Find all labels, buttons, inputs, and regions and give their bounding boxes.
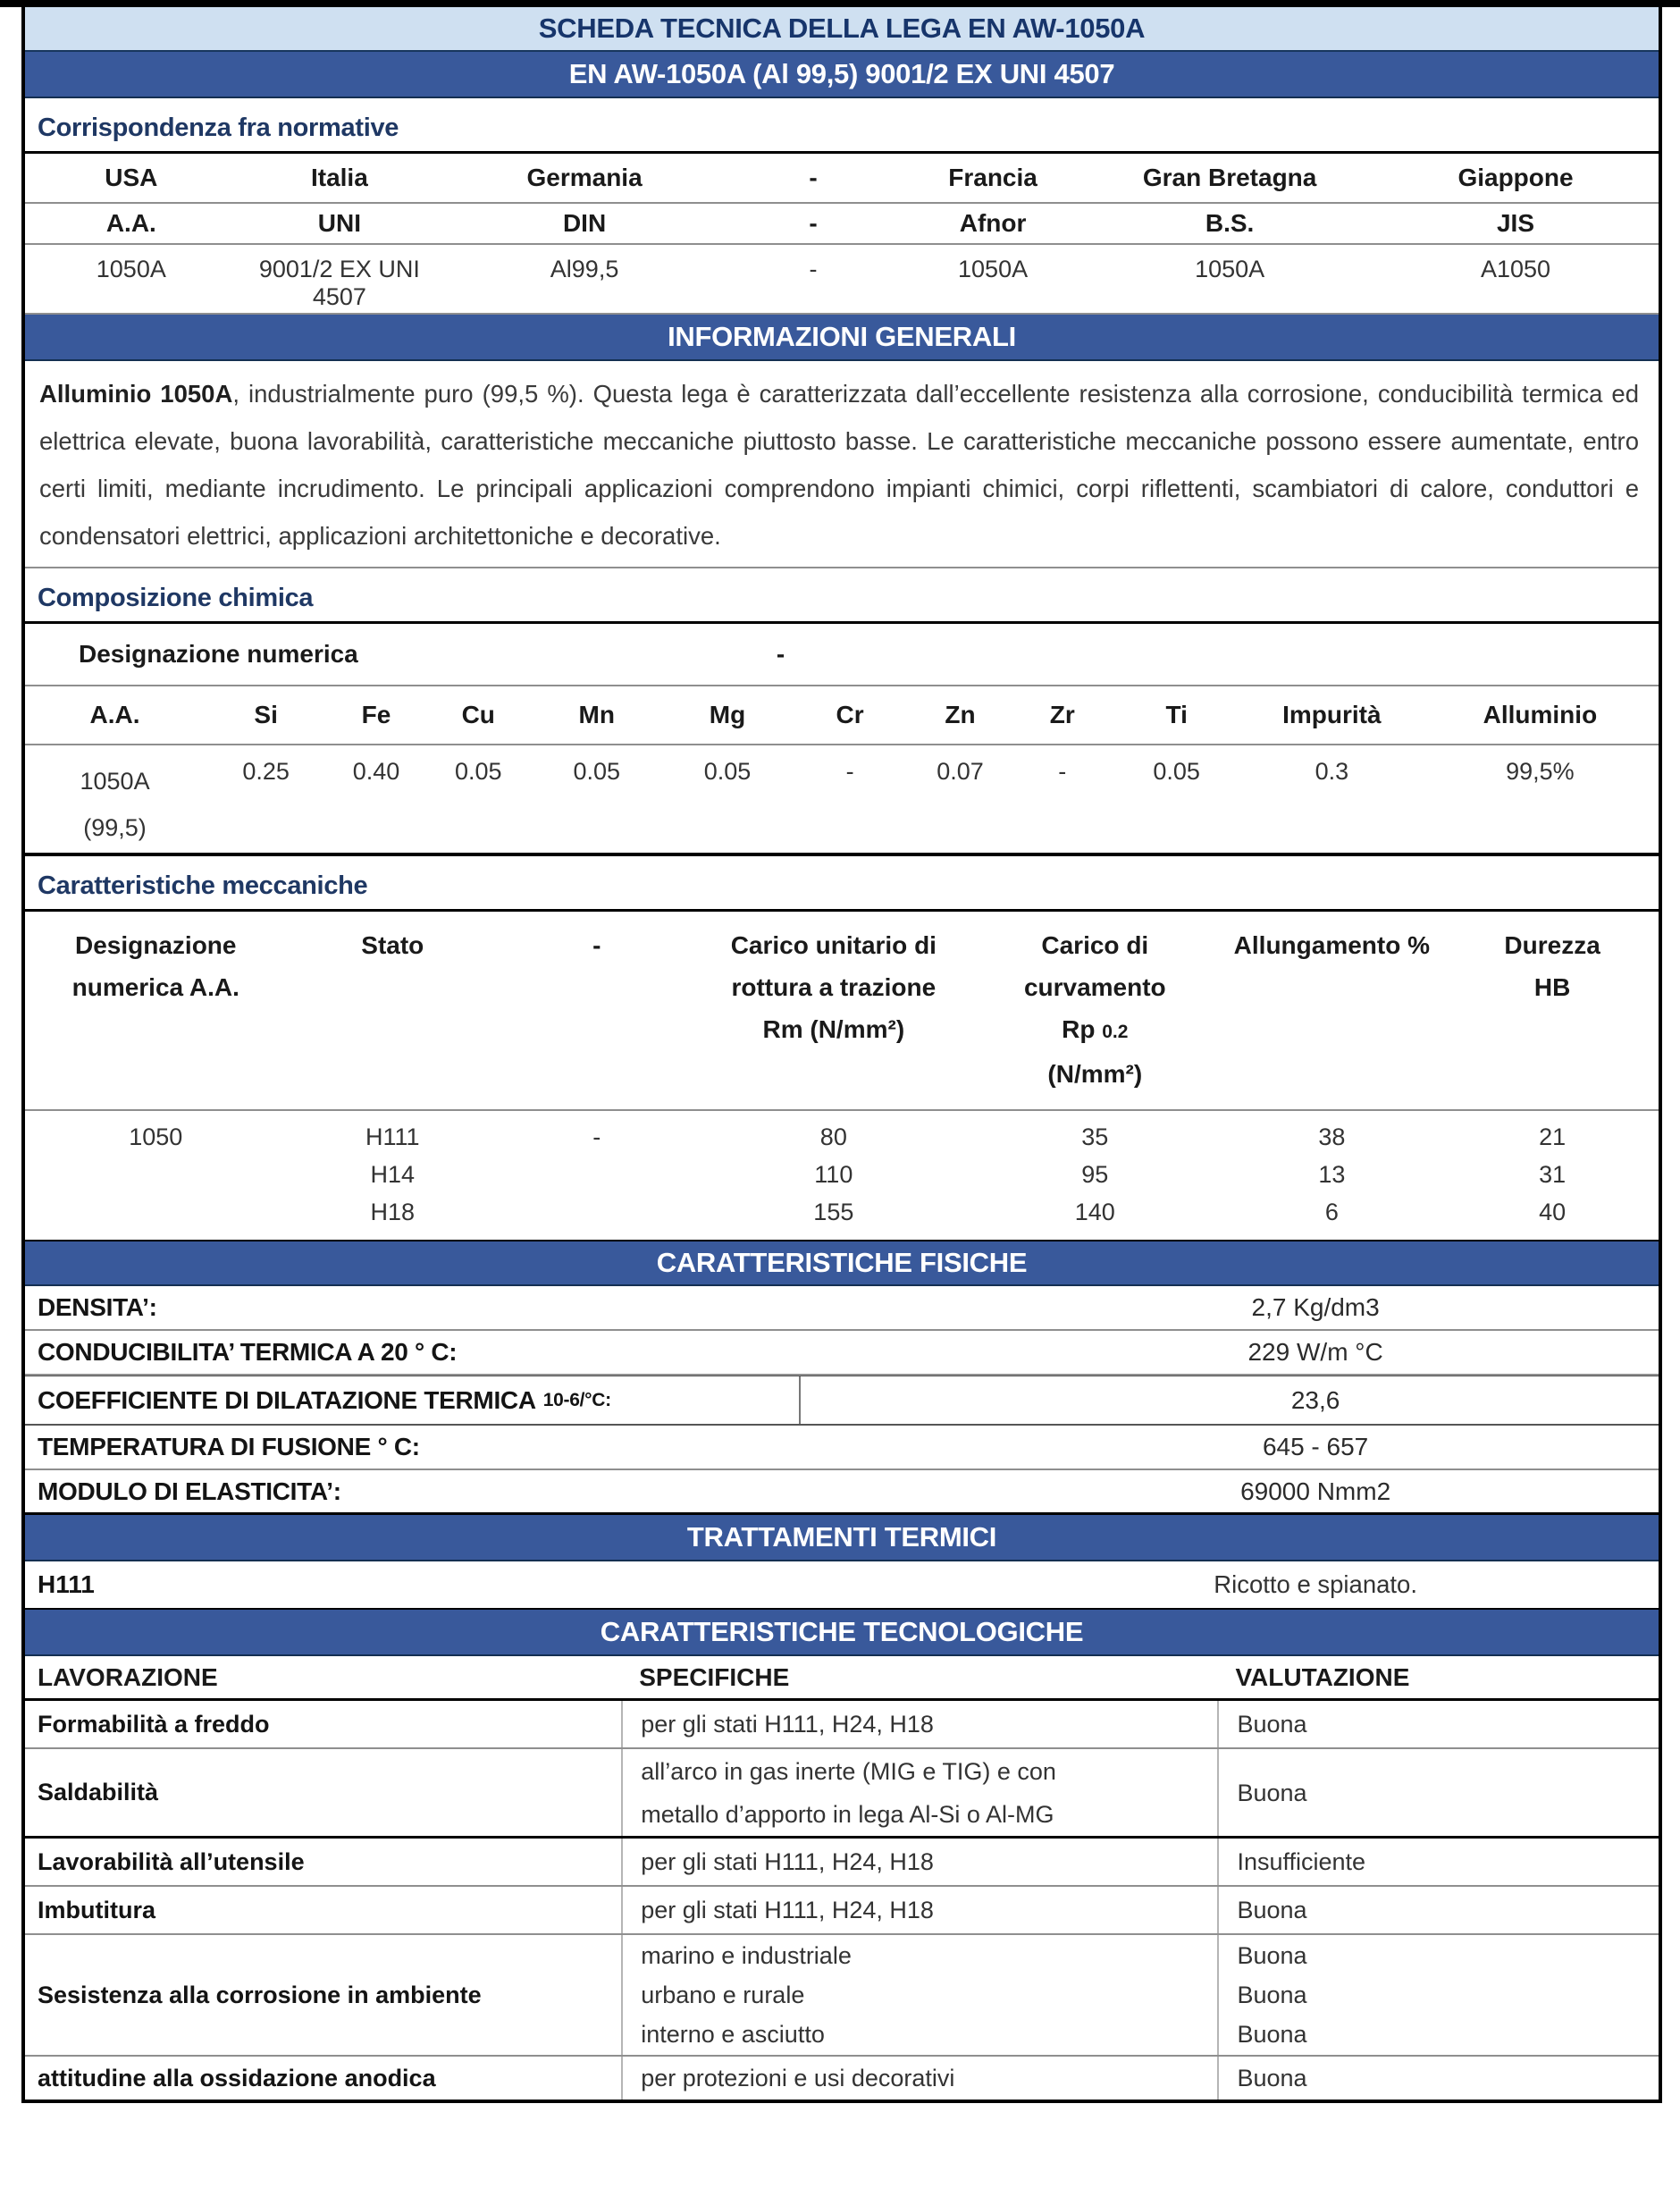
standards-body-cell: - <box>809 209 818 237</box>
chem-value-cell: 99,5% <box>1506 758 1575 785</box>
mech-cell-hb: 21 <box>1539 1123 1567 1150</box>
chem-alloy-cell <box>25 758 205 851</box>
mech-cell-elongation: 38 <box>1318 1123 1346 1150</box>
standards-body-cell: Afnor <box>959 209 1027 237</box>
physical-label: COEFFICIENTE DI DILATAZIONE TERMICA 10-6/°C: <box>25 1376 801 1424</box>
normative-bodies-row <box>25 204 1659 245</box>
section-heading-normative: Corrispondenza fra normative <box>25 98 1659 154</box>
mech-cell-elongation: 6 <box>1324 1199 1339 1225</box>
chem-header-cell: Mn <box>578 701 615 728</box>
tech-row-machinability <box>25 1839 1659 1887</box>
tech-header-specifiche: SPECIFICHE <box>639 1662 790 1691</box>
tech-rating: Buona <box>1217 1887 1659 1933</box>
chem-value-cell: 0.3 <box>1315 758 1349 785</box>
country-cell: Francia <box>948 164 1037 191</box>
section-bar-thermal <box>25 1515 1659 1561</box>
chem-header-cell: Si <box>254 701 278 728</box>
country-cell: Italia <box>310 164 368 191</box>
tech-rating: Buona Buona Buona <box>1217 1935 1659 2055</box>
chem-header-cell: Cu <box>461 701 495 728</box>
general-info-paragraph <box>25 361 1659 568</box>
country-cell: Giappone <box>1457 164 1574 191</box>
tech-process: Imbutitura <box>38 1896 155 1923</box>
subtitle-band <box>25 52 1659 98</box>
normative-values-row <box>25 245 1659 315</box>
chem-values-row <box>25 745 1659 856</box>
mech-cell-rp: 95 <box>1081 1161 1109 1188</box>
tech-spec: marino e industriale urbano e rurale interno e asciutto <box>621 1935 1217 2055</box>
mech-row <box>25 1118 1659 1156</box>
chem-header-cell: A.A. <box>89 701 140 728</box>
mech-cell-stato: H18 <box>370 1199 416 1225</box>
section-bar-label: CARATTERISTICHE FISICHE <box>656 1247 1028 1278</box>
designation-value-cell: Al99,5 <box>550 256 619 282</box>
mech-header-row <box>25 912 1659 1111</box>
mech-cell-dash <box>499 1193 694 1231</box>
section-heading-mechanical: Caratteristiche meccaniche <box>25 856 1659 912</box>
tech-spec: per gli stati H111, H24, H18 <box>621 1839 1217 1885</box>
section-bar-label: CARATTERISTICHE TECNOLOGICHE <box>600 1616 1084 1647</box>
mech-cell-dash: - <box>592 1123 601 1150</box>
mech-cell-dash <box>499 1156 694 1193</box>
mech-header-dash: - <box>592 931 601 959</box>
tech-header-valutazione: VALUTAZIONE <box>1235 1662 1410 1691</box>
mech-values-block <box>25 1111 1659 1240</box>
tech-header-lavorazione: LAVORAZIONE <box>38 1662 218 1691</box>
mech-cell-stato: H14 <box>370 1161 416 1188</box>
mech-header-designation: Designazione numerica A.A. <box>71 931 239 1001</box>
physical-value: 2,7 Kg/dm3 <box>1251 1293 1380 1321</box>
mech-cell-rp: 140 <box>1074 1199 1115 1225</box>
document-title: SCHEDA TECNICA DELLA LEGA EN AW-1050A <box>538 13 1146 44</box>
chem-header-cell: Ti <box>1165 701 1188 728</box>
tech-process: Formabilità a freddo <box>38 1710 270 1738</box>
tech-row-formability <box>25 1701 1659 1749</box>
designation-value-cell: 1050A <box>958 256 1029 282</box>
physical-label: MODULO DI ELASTICITA’: <box>38 1477 341 1505</box>
tech-rating: Buona <box>1217 2057 1659 2100</box>
country-cell: Germania <box>526 164 643 191</box>
tech-spec: per gli stati H111, H24, H18 <box>621 1887 1217 1933</box>
chem-header-cell: Alluminio <box>1483 701 1598 728</box>
standards-body-cell: UNI <box>317 209 361 237</box>
tech-rating: Buona <box>1217 1701 1659 1747</box>
mech-cell-designation <box>25 1156 286 1193</box>
country-cell: - <box>809 164 818 191</box>
chem-value-cell: 0.05 <box>1153 758 1200 785</box>
mech-cell-stato: H111 <box>365 1123 420 1150</box>
chem-alloy-line1: 1050A <box>80 768 150 795</box>
tech-spec: per protezioni e usi decorativi <box>621 2057 1217 2100</box>
tech-spec: all’arco in gas inerte (MIG e TIG) e con metallo d’apporto in lega Al-Si o Al-MG <box>621 1749 1217 1836</box>
country-cell: Gran Bretagna <box>1142 164 1317 191</box>
thermal-state: H111 <box>38 1570 95 1598</box>
chem-value-cell: 0.05 <box>573 758 621 785</box>
tech-row-anodic-oxidation <box>25 2057 1659 2103</box>
physical-row-expansion-coefficient <box>25 1376 1659 1426</box>
chem-value-cell: 0.05 <box>703 758 752 785</box>
mech-header-hardness: Durezza HB <box>1504 931 1600 1001</box>
chem-designation-value: - <box>776 640 785 668</box>
designation-value-cell: - <box>809 256 818 282</box>
physical-row-thermal-conductivity <box>25 1331 1659 1376</box>
chem-value-cell: 0.40 <box>352 758 400 785</box>
uni-value-line1: 9001/2 EX UNI <box>258 256 420 282</box>
cell-spacer <box>801 1376 972 1424</box>
designation-value-cell <box>238 256 442 311</box>
standards-body-cell: B.S. <box>1205 209 1255 237</box>
tech-row-corrosion-resistance <box>25 1935 1659 2057</box>
chem-value-cell: 0.25 <box>242 758 290 785</box>
general-info-text: , industrialmente puro (99,5 %). Questa lega è caratterizzata dall’eccellente resistenza alla corrosione, conducibilità termica ed elettrica elevate, buona lavorabilità, caratteristiche meccaniche piuttosto basse. Le caratteristiche meccaniche possono essere aumentate, entro certi limiti, mediante incrudimento. Le principali applicazioni comprendono impianti chimici, corpi riflettenti, scambiatori di calore, conduttori e condensatori elettrici, applicazioni architettoniche e decorative. <box>39 380 1639 550</box>
chem-header-cell: Mg <box>709 701 746 728</box>
mech-cell-rm: 110 <box>814 1161 853 1188</box>
page-top-border <box>0 0 1680 7</box>
tech-process: attitudine alla ossidazione anodica <box>38 2064 436 2091</box>
mech-header-rp: Carico di curvamento Rp 0.2 (N/mm²) <box>1023 931 1166 1088</box>
physical-value: 645 - 657 <box>1262 1433 1369 1460</box>
chem-header-cell: Fe <box>361 701 391 728</box>
physical-value: 229 W/m °C <box>1247 1338 1383 1366</box>
standards-body-cell: A.A. <box>105 209 156 237</box>
normative-countries-row <box>25 154 1659 204</box>
mech-cell-hb: 31 <box>1539 1161 1567 1188</box>
chem-value-cell: 0.07 <box>937 758 984 785</box>
section-bar-general-info <box>25 315 1659 361</box>
physical-value: 23,6 <box>1290 1385 1340 1414</box>
mech-cell-elongation: 13 <box>1318 1161 1346 1188</box>
mech-row <box>25 1193 1659 1231</box>
mech-header-stato: Stato <box>361 931 424 959</box>
thermal-treatment-row <box>25 1561 1659 1610</box>
physical-row-density <box>25 1286 1659 1331</box>
physical-label: TEMPERATURA DI FUSIONE ° C: <box>38 1433 420 1460</box>
designation-value-cell: A1050 <box>1480 256 1551 282</box>
mech-header-rm: Carico unitario di rottura a trazione Rm (N/mm²) <box>730 931 937 1043</box>
mech-cell-rm: 155 <box>813 1199 854 1225</box>
physical-label-small: 10-6/°C: <box>542 1389 611 1410</box>
section-heading-composition: Composizione chimica <box>25 568 1659 624</box>
chem-header-cell: Cr <box>836 701 864 728</box>
standards-body-cell: JIS <box>1496 209 1535 237</box>
mech-cell-designation <box>25 1193 286 1231</box>
mech-cell-hb: 40 <box>1539 1199 1567 1225</box>
mech-cell-rp: 35 <box>1081 1123 1109 1150</box>
chem-header-row <box>25 686 1659 745</box>
section-bar-label: INFORMAZIONI GENERALI <box>668 321 1016 352</box>
tech-row-weldability <box>25 1749 1659 1839</box>
tech-header-row <box>25 1656 1659 1701</box>
physical-row-melting-temperature <box>25 1426 1659 1470</box>
standards-body-cell: DIN <box>562 209 607 237</box>
chem-header-cell: Zr <box>1049 701 1075 728</box>
country-cell: USA <box>105 164 158 191</box>
chem-designation-row <box>25 624 1659 686</box>
uni-value-line2: 4507 <box>312 283 366 310</box>
mech-cell-designation: 1050 <box>129 1123 183 1150</box>
chem-header-cell: Zn <box>945 701 976 728</box>
tech-rating: Insufficiente <box>1217 1839 1659 1885</box>
section-bar-label: TRATTAMENTI TERMICI <box>686 1521 997 1553</box>
mech-cell-rm: 80 <box>819 1123 847 1150</box>
thermal-description: Ricotto e spianato. <box>1214 1570 1417 1598</box>
section-bar-technological <box>25 1610 1659 1656</box>
tech-rating: Buona <box>1217 1749 1659 1836</box>
physical-label: CONDUCIBILITA’ TERMICA A 20 ° C: <box>38 1338 458 1366</box>
chem-designation-label: Designazione numerica <box>79 640 358 668</box>
section-bar-physical <box>25 1240 1659 1286</box>
tech-process: Lavorabilità all’utensile <box>38 1847 305 1875</box>
chem-value-cell: 0.05 <box>454 758 502 785</box>
tech-row-deep-drawing <box>25 1887 1659 1935</box>
chem-value-cell: - <box>1058 758 1067 785</box>
designation-value-cell: 1050A <box>96 256 166 282</box>
mech-row <box>25 1156 1659 1193</box>
datasheet <box>21 7 1662 2103</box>
tech-process: Saldabilità <box>38 1779 159 1805</box>
chem-alloy-line2: (99,5) <box>83 814 147 841</box>
alloy-name-lead: Alluminio 1050A <box>39 380 233 408</box>
chem-header-cell: Impurità <box>1282 701 1382 728</box>
tech-spec: per gli stati H111, H24, H18 <box>621 1701 1217 1747</box>
designation-value-cell: 1050A <box>1195 256 1265 282</box>
physical-row-elastic-modulus <box>25 1470 1659 1515</box>
physical-value: 69000 Nmm2 <box>1240 1477 1391 1505</box>
title-band <box>25 7 1659 52</box>
tech-process: Sesistenza alla corrosione in ambiente <box>38 1981 482 2008</box>
mech-header-elongation: Allungamento % <box>1233 931 1431 959</box>
document-subtitle: EN AW-1050A (Al 99,5) 9001/2 EX UNI 4507 <box>568 58 1115 89</box>
chem-value-cell: - <box>845 758 854 785</box>
physical-label: DENSITA’: <box>38 1293 157 1321</box>
